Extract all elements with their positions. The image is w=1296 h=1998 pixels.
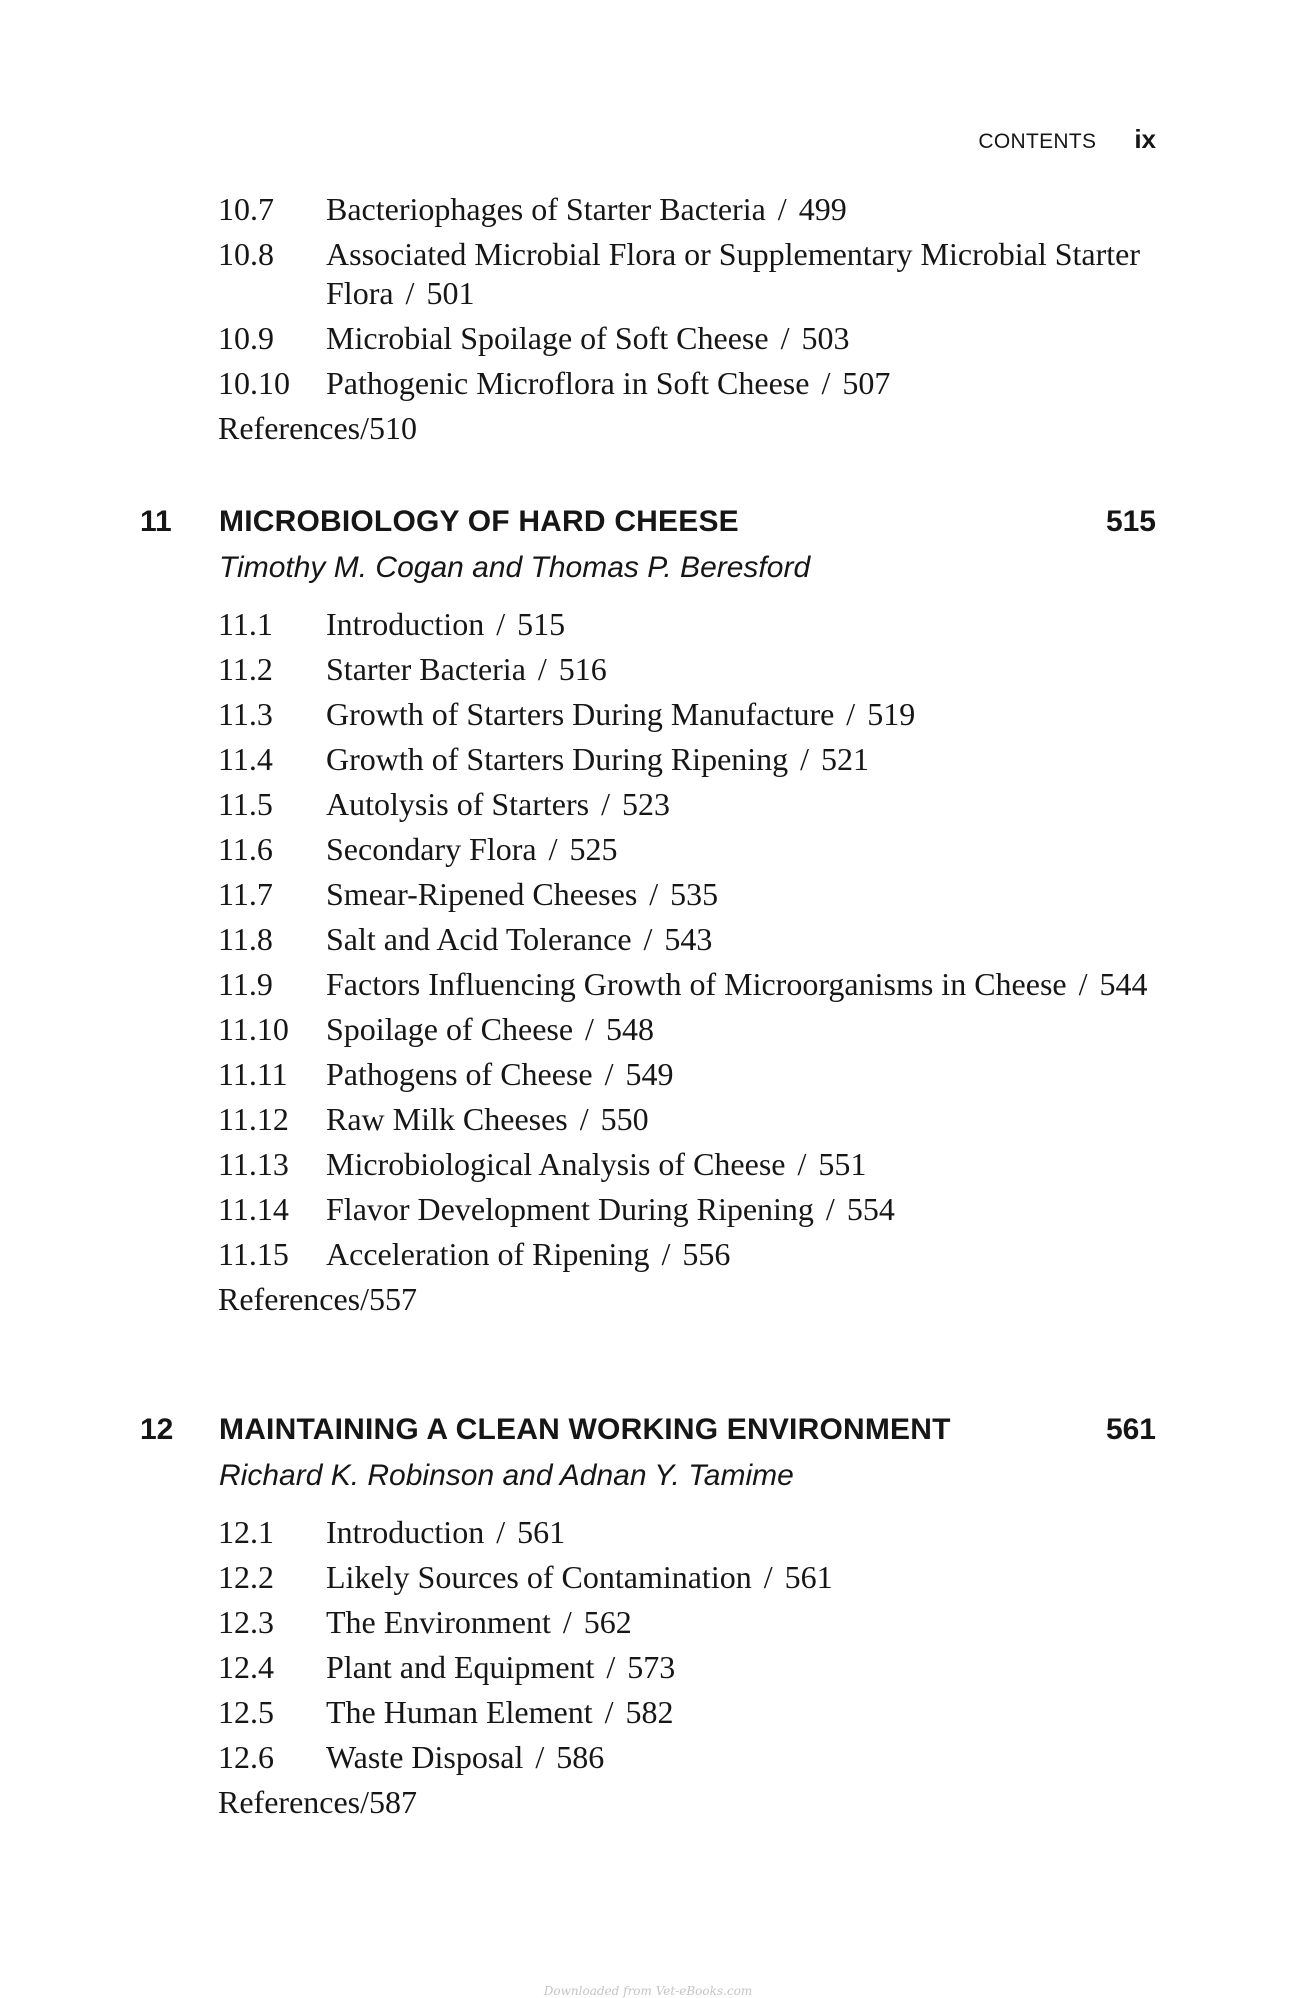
section-page: 501: [426, 275, 475, 311]
section-number: 11.9: [218, 966, 273, 1002]
references-entry[interactable]: [218, 1280, 1038, 1319]
section-number: 11.7: [218, 876, 273, 912]
section-number: 11.8: [218, 921, 273, 957]
section-page: 515: [517, 606, 566, 642]
section-page: 561: [784, 1559, 833, 1595]
section-title: Associated Microbial Flora or Supplementary Microbial Starter Flora: [326, 236, 1141, 311]
section-number: 10.8: [218, 236, 274, 272]
section-title: Likely Sources of Contamination: [326, 1559, 752, 1595]
page-separator: /: [535, 1739, 545, 1775]
toc-entry[interactable]: [218, 785, 1038, 824]
section-number: 10.9: [218, 320, 274, 356]
section-title: Introduction: [326, 1514, 485, 1550]
section-page: 551: [818, 1146, 867, 1182]
section-number: 11.5: [218, 786, 273, 822]
section-page: 556: [682, 1236, 731, 1272]
section-page: 573: [627, 1649, 676, 1685]
page-separator: /: [360, 410, 370, 446]
section-page: 535: [670, 876, 719, 912]
chapter-12-heading[interactable]: [140, 1410, 1156, 1496]
page-separator: /: [604, 1056, 614, 1092]
section-number: 11.2: [218, 651, 273, 687]
section-title: Pathogens of Cheese: [326, 1056, 593, 1092]
section-title: Raw Milk Cheeses: [326, 1101, 568, 1137]
references-entry[interactable]: [218, 1783, 1038, 1822]
references-entry[interactable]: [218, 409, 1038, 448]
page-separator: /: [1078, 966, 1088, 1002]
toc-entry[interactable]: [218, 364, 1038, 403]
toc-entry[interactable]: [218, 1055, 1038, 1094]
section-page: 550: [600, 1101, 649, 1137]
section-number: 12.3: [218, 1604, 274, 1640]
section-number: 11.15: [218, 1236, 289, 1272]
section-page: 562: [583, 1604, 632, 1640]
toc-entry[interactable]: [218, 1558, 1038, 1597]
section-title: Introduction: [326, 606, 485, 642]
section-page: 519: [867, 696, 916, 732]
page-separator: /: [661, 1236, 671, 1272]
section-page: 543: [664, 921, 713, 957]
section-number: 11.6: [218, 831, 273, 867]
chapter-authors: Timothy M. Cogan and Thomas P. Beresford: [219, 551, 811, 584]
section-page: 499: [798, 191, 847, 227]
page-separator: /: [825, 1191, 835, 1227]
toc-entry[interactable]: [218, 605, 1038, 644]
page-separator: /: [496, 606, 506, 642]
page-separator: /: [777, 191, 787, 227]
references-label: References: [218, 410, 361, 446]
chapter-page: 515: [1105, 505, 1156, 538]
section-page: 521: [821, 741, 870, 777]
toc-entry[interactable]: [218, 1513, 1038, 1552]
references-page: 510: [369, 410, 418, 446]
section-number: 11.11: [218, 1056, 288, 1092]
page-separator: /: [643, 921, 653, 957]
section-number: 11.4: [218, 741, 273, 777]
chapter-title: MAINTAINING A CLEAN WORKING ENVIRONMENT: [219, 1413, 951, 1446]
page-separator: /: [579, 1101, 589, 1137]
references-page: 587: [369, 1784, 418, 1820]
toc-entry[interactable]: [218, 1100, 1038, 1139]
section-title: Microbial Spoilage of Soft Cheese: [326, 320, 769, 356]
section-page: 507: [842, 365, 891, 401]
section-page: 548: [605, 1011, 654, 1047]
section-number: 10.7: [218, 191, 274, 227]
page-separator: /: [649, 876, 659, 912]
toc-entry[interactable]: [218, 319, 1038, 358]
toc-entry[interactable]: [218, 920, 1038, 959]
section-number: 11.12: [218, 1101, 289, 1137]
section-number: 11.13: [218, 1146, 289, 1182]
section-page: 549: [625, 1056, 674, 1092]
section-number: 12.1: [218, 1514, 274, 1550]
references-page: 557: [369, 1281, 418, 1317]
section-number: 11.3: [218, 696, 273, 732]
references-label: References: [218, 1281, 361, 1317]
page-separator: /: [562, 1604, 572, 1640]
page-number: ix: [1134, 124, 1156, 154]
page-separator: /: [780, 320, 790, 356]
toc-entry[interactable]: [218, 190, 1038, 229]
section-number: 12.4: [218, 1649, 274, 1685]
toc-entry[interactable]: [218, 1603, 1038, 1642]
toc-entry[interactable]: [218, 740, 1038, 779]
section-page: 503: [801, 320, 850, 356]
section-page: 554: [846, 1191, 895, 1227]
page-separator: /: [763, 1559, 773, 1595]
section-page: 525: [569, 831, 618, 867]
chapter-number: 12: [140, 1413, 174, 1446]
toc-entry[interactable]: [218, 695, 1038, 734]
page-separator: /: [604, 1694, 614, 1730]
toc-entry[interactable]: [218, 650, 1038, 689]
chapter-authors: Richard K. Robinson and Adnan Y. Tamime: [219, 1459, 794, 1492]
section-title: Plant and Equipment: [326, 1649, 595, 1685]
download-watermark: Downloaded from Vet-eBooks.com: [543, 1984, 753, 1998]
toc-entry[interactable]: [218, 1648, 1038, 1687]
section-title: Salt and Acid Tolerance: [326, 921, 632, 957]
section-number: 12.2: [218, 1559, 274, 1595]
section-title: Acceleration of Ripening: [326, 1236, 650, 1272]
section-title: Starter Bacteria: [326, 651, 526, 687]
toc-entry[interactable]: [218, 875, 1038, 914]
chapter-title: MICROBIOLOGY OF HARD CHEESE: [219, 505, 739, 538]
section-title: Microbiological Analysis of Cheese: [326, 1146, 786, 1182]
toc-entry[interactable]: [218, 965, 1186, 1004]
page-separator: /: [800, 741, 810, 777]
section-title: Growth of Starters During Manufacture: [326, 696, 835, 732]
page-separator: /: [585, 1011, 594, 1047]
toc-entry[interactable]: [218, 1738, 1038, 1777]
toc-entry[interactable]: [218, 1235, 1038, 1274]
section-number: 12.5: [218, 1694, 274, 1730]
chapter-page: 561: [1105, 1413, 1156, 1446]
page-separator: /: [360, 1784, 370, 1820]
section-page: 561: [517, 1514, 566, 1550]
page-separator: /: [846, 696, 856, 732]
section-title: Pathogenic Microflora in Soft Cheese: [326, 365, 810, 401]
chapter-12-section-list: [218, 1513, 1038, 1822]
references-label: References: [218, 1784, 361, 1820]
page-separator: /: [360, 1281, 370, 1317]
section-title: Secondary Flora: [326, 831, 537, 867]
chapter-number: 11: [140, 505, 172, 538]
chapter-11-section-list: [218, 605, 1148, 1319]
section-page: 582: [625, 1694, 674, 1730]
section-number: 11.1: [218, 606, 273, 642]
page-separator: /: [405, 275, 415, 311]
section-page: 516: [558, 651, 607, 687]
section-title: Smear-Ripened Cheeses: [326, 876, 638, 912]
section-number: 11.14: [218, 1191, 289, 1227]
page-separator: /: [601, 786, 610, 822]
section-title: Autolysis of Starters: [326, 786, 590, 822]
toc-entry[interactable]: [218, 1693, 1038, 1732]
section-number: 10.10: [218, 365, 290, 401]
chapter-10-section-list: [218, 190, 1141, 448]
section-page: 586: [556, 1739, 605, 1775]
section-title: Spoilage of Cheese: [326, 1011, 574, 1047]
toc-entry[interactable]: [218, 235, 1226, 313]
section-title: Growth of Starters During Ripening: [326, 741, 789, 777]
running-title: CONTENTS: [978, 130, 1097, 153]
page-separator: /: [797, 1146, 807, 1182]
section-title: Flavor Development During Ripening: [326, 1191, 814, 1227]
page-header: [978, 124, 1156, 155]
section-title: The Environment: [326, 1604, 551, 1640]
page-separator: /: [496, 1514, 506, 1550]
section-number: 12.6: [218, 1739, 274, 1775]
section-title: Bacteriophages of Starter Bacteria: [326, 191, 766, 227]
section-title: The Human Element: [326, 1694, 593, 1730]
toc-entry[interactable]: [218, 1145, 1038, 1184]
toc-entry[interactable]: [218, 1010, 1038, 1049]
chapter-11-heading[interactable]: [140, 502, 1156, 588]
page-separator: /: [821, 365, 831, 401]
section-number: 11.10: [218, 1011, 289, 1047]
page-separator: /: [606, 1649, 616, 1685]
toc-entry[interactable]: [218, 1190, 1038, 1229]
toc-entry[interactable]: [218, 830, 1038, 869]
section-page: 544: [1099, 966, 1148, 1002]
section-page: 523: [621, 786, 670, 822]
page-separator: /: [548, 831, 558, 867]
section-title: Waste Disposal: [326, 1739, 524, 1775]
section-title: Factors Influencing Growth of Microorganisms in Cheese: [326, 966, 1067, 1002]
page-separator: /: [537, 651, 547, 687]
